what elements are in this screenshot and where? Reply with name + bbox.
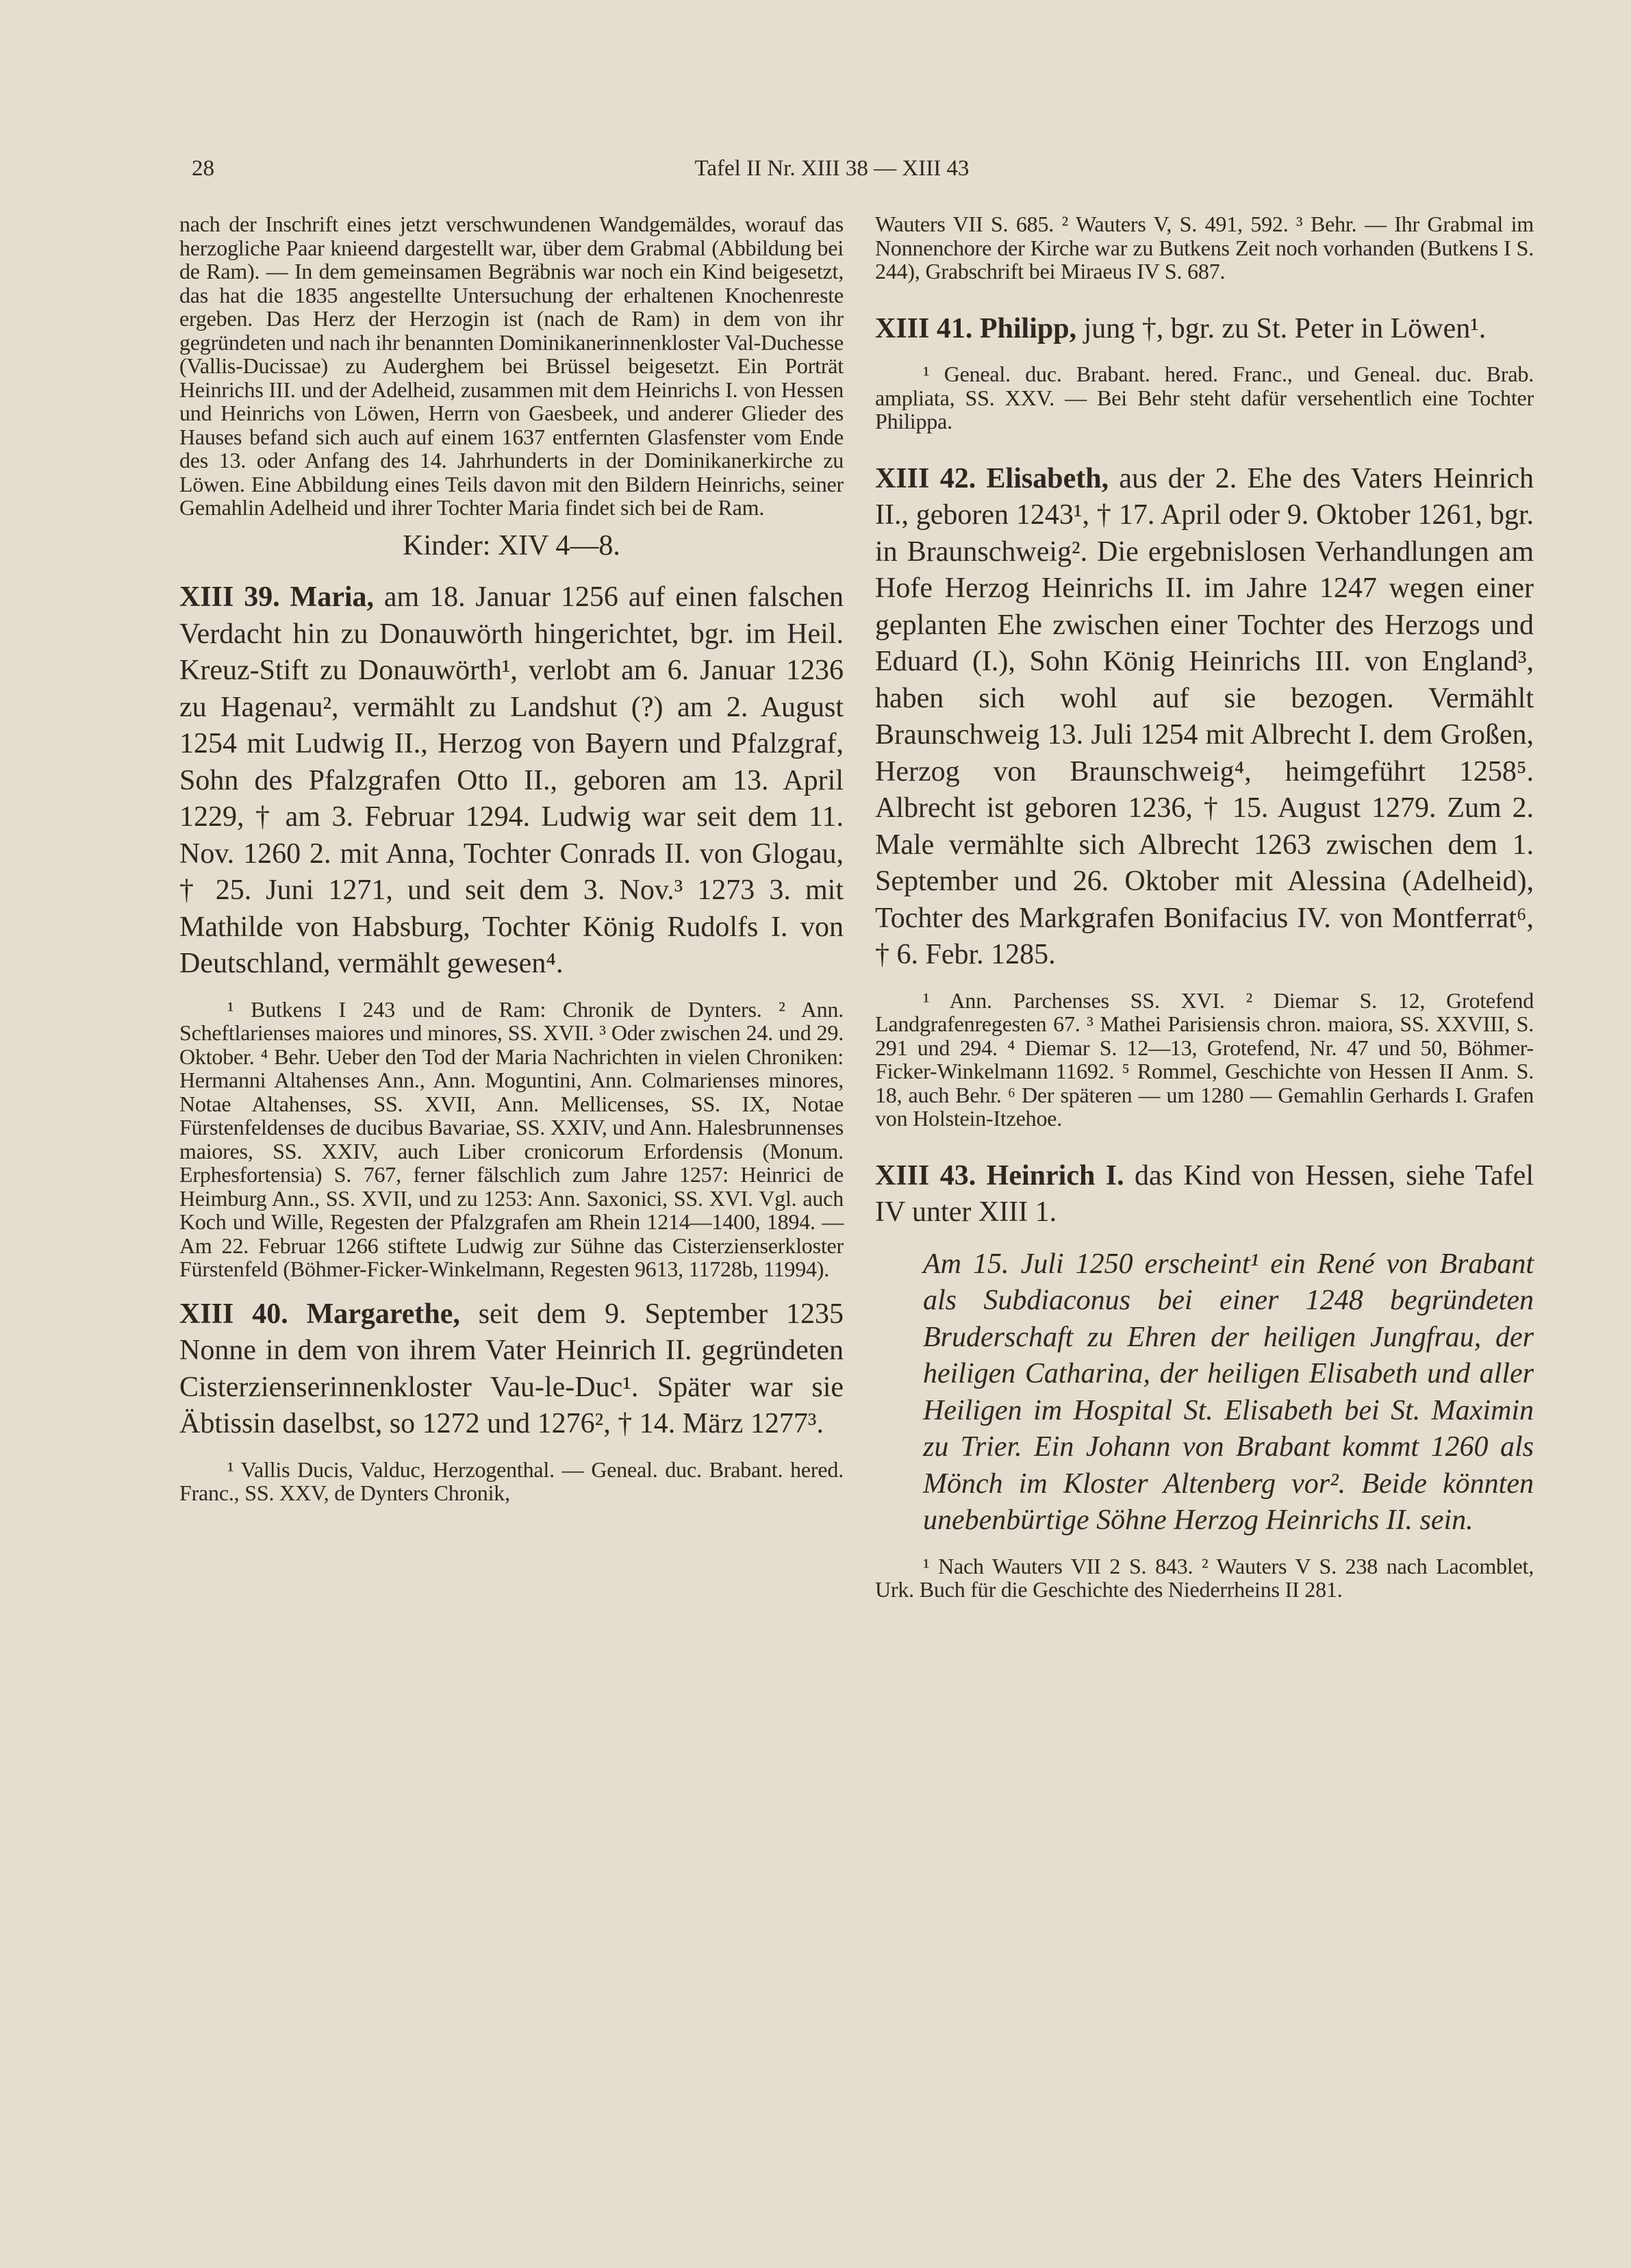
footnote-continuation: nach der Inschrift eines jetzt verschwundenen Wandgemäldes, worauf das herzogliche Paar knieend dargestellt war, über dem Grabmal (Abbildung bei de Ram). — In dem gemeinsamen Begräbnis war noch ein Kind beigesetzt, das hat die 1835 angestellte Untersuchung der erhaltenen Knochenreste ergeben. Das Herz der Herzogin ist (nach de Ram) in dem von ihr gegründeten und nach ihr benannten Dominikanerinnenkloster Val-Duchesse (Vallis-Ducissae) zu Auderghem bei Brüssel beigesetzt. Ein Porträt Heinrichs III. und der Adelheid, zusammen mit dem Heinrichs I. von Hessen und Heinrichs von Löwen, Herrn von Gaesbeek, und anderer Glieder des Hauses befand sich auch auf einem 1637 entfernten Glasfenster vom Ende des 13. oder Anfang des 14. Jahrhunderts in der Dominikanerkirche zu Löwen. Eine Abbildung eines Teils davon mit den Bildern Heinrichs, seiner Gemahlin Adelheid und ihrer Tochter Maria findet sich bei de Ram. bbox=[179, 212, 844, 520]
left-column bbox=[179, 212, 844, 1505]
footnote-continuation: Wauters VII S. 685. ² Wauters V, S. 491, 592. ³ Behr. — Ihr Grabmal im Nonnenchore der Kirche war zu Butkens Zeit noch vorhanden (Butkens I S. 244), Grabschrift bei Miraeus IV S. 687. bbox=[875, 212, 1534, 284]
entry-xiii-40 bbox=[179, 1296, 844, 1443]
entry-xiii-43 bbox=[875, 1158, 1534, 1231]
footnotes-xiii-42: ¹ Ann. Parchenses SS. XVI. ² Diemar S. 12, Grotefend Landgrafenregesten 67. ³ Mathei Parisiensis chron. maiora, SS. XXVIII, S. 291 und 294. ⁴ Diemar S. 12—13, Grotefend, Nr. 47 und 50, Böhmer-Ficker-Winkelmann 11692. ⁵ Rommel, Geschichte von Hessen II Anm. S. 18, auch Behr. ⁶ Der späteren — um 1280 — Gemahlin Gerhards I. Grafen von Holstein-Itzehoe. bbox=[875, 987, 1534, 1131]
entry-xiii-39 bbox=[179, 579, 844, 983]
entry-heading: XIII 39. Maria, bbox=[179, 581, 375, 613]
footnotes-xiii-40: ¹ Vallis Ducis, Valduc, Herzogenthal. — Geneal. duc. Brabant. hered. Franc., SS. XXV, de Dynters Chronik, bbox=[179, 1457, 844, 1505]
entry-text: am 18. Januar 1256 auf einen falschen Verdacht hin zu Donauwörth hingerichtet, bgr. im Heil. Kreuz-Stift zu Donauwörth¹, verlobt am 6. Januar 1236 zu Hagenau², vermählt zu Landshut (?) am 2. August 1254 mit Ludwig II., Herzog von Bayern und Pfalzgraf, Sohn des Pfalzgrafen Otto II., geboren am 13. April 1229, † am 3. Februar 1294. Ludwig war seit dem 11. Nov. 1260 2. mit Anna, Tochter Conrads II. von Glogau, † 25. Juni 1271, und seit dem 3. Nov.³ 1273 3. mit Mathilde von Habsburg, Tochter König Rudolfs I. von Deutschland, vermählt gewesen⁴. bbox=[179, 581, 844, 979]
entry-text: das Kind von Hessen, siehe Tafel IV unter XIII 1. bbox=[875, 1159, 1534, 1228]
entry-heading: XIII 42. Elisabeth, bbox=[875, 462, 1109, 494]
right-column bbox=[875, 212, 1534, 1602]
entry-heading: XIII 43. Heinrich I. bbox=[875, 1159, 1124, 1192]
entry-heading: XIII 41. Philipp, bbox=[875, 312, 1077, 344]
entry-xiii-42 bbox=[875, 461, 1534, 974]
children-reference: Kinder: XIV 4—8. bbox=[403, 529, 620, 562]
entry-heading: XIII 40. Margarethe, bbox=[179, 1298, 460, 1330]
italic-paragraph: Am 15. Juli 1250 erscheint¹ ein René von Brabant als Subdiaconus bei einer 1248 begründeten Bruderschaft zu Ehren der heiligen Jungfrau, der heiligen Catharina, der heiligen Elisabeth und aller Heiligen im Hospital St. Elisabeth bei St. Maximin zu Trier. Ein Johann von Brabant kommt 1260 als Mönch im Kloster Altenberg vor². Beide könnten unebenbürtige Söhne Herzog Heinrichs II. sein. bbox=[923, 1248, 1534, 1536]
page-header bbox=[178, 151, 1465, 192]
footnotes-xiii-41: ¹ Geneal. duc. Brabant. hered. Franc., und Geneal. duc. Brab. ampliata, SS. XXV. — Bei Behr steht dafür versehentlich eine Tochter Philippa. bbox=[875, 362, 1534, 433]
entry-text: aus der 2. Ehe des Vaters Heinrich II., geboren 1243¹, † 17. April oder 9. Oktober 1261, bgr. in Braunschweig². Die ergebnislosen Verhandlungen am Hofe Herzog Heinrichs II. im Jahre 1247 wegen einer geplanten Ehe zwischen einer Tochter des Herzogs und Eduard (I.), Sohn König Heinrichs III. von England³, haben sich wohl auf sie bezogen. Vermählt Braunschweig 13. Juli 1254 mit Albrecht I. dem Großen, Herzog von Braunschweig⁴, heimgeführt 1258⁵. Albrecht ist geboren 1236, † 15. August 1279. Zum 2. Male vermählte sich Albrecht 1263 zwischen dem 1. September und 26. Oktober mit Alessina (Adelheid), Tochter des Markgrafen Bonifacius IV. von Montferrat⁶, † 6. Febr. 1285. bbox=[875, 462, 1534, 970]
entry-text: jung †, bgr. zu St. Peter in Löwen¹. bbox=[1076, 312, 1487, 344]
footnotes-xiii-39: ¹ Butkens I 243 und de Ram: Chronik de Dynters. ² Ann. Scheftlarienses maiores und minores, SS. XVII. ³ Oder zwischen 24. und 29. Oktober. ⁴ Behr. Ueber den Tod der Maria Nachrichten in vielen Chroniken: Hermanni Altahenses Ann., Ann. Moguntini, Ann. Colmarienses minores, Notae Altahenses, SS. XVII, Ann. Mellicenses, SS. IX, Notae Fürstenfeldenses de ducibus Bavariae, SS. XXIV, und Ann. Halesbrunnenses maiores, SS. XXIV, auch Liber cronicorum Erfordensis (Monum. Erphesfortensia) S. 767, ferner fälschlich zum Jahre 1257: Heinrici de Heimburg Ann., SS. XVII, und zu 1253: Ann. Saxonici, SS. XVI. Vgl. auch Koch und Wille, Regesten der Pfalzgrafen am Rhein 1214—1400, 1894. — Am 22. Februar 1266 stiftete Ludwig zur Sühne das Cisterzienserkloster Fürstenfeld (Böhmer-Ficker-Winkelmann, Regesten 9613, 11728b, 11994). bbox=[179, 996, 844, 1281]
entry-xiii-41 bbox=[875, 311, 1534, 348]
page-number: 28 bbox=[192, 156, 214, 181]
entry-text: seit dem 9. September 1235 Nonne in dem von ihrem Vater Heinrich II. gegründeten Cisterzienserinnenkloster Vau-le-Duc¹. Später war sie Äbtissin daselbst, so 1272 und 1276², † 14. März 1277³. bbox=[179, 1298, 844, 1439]
running-title: Tafel II Nr. XIII 38 — XIII 43 bbox=[694, 156, 970, 181]
footnotes-xiii-43: ¹ Nach Wauters VII 2 S. 843. ² Wauters V S. 238 nach Lacomblet, Urk. Buch für die Geschichte des Niederrheins II 281. bbox=[875, 1553, 1534, 1602]
